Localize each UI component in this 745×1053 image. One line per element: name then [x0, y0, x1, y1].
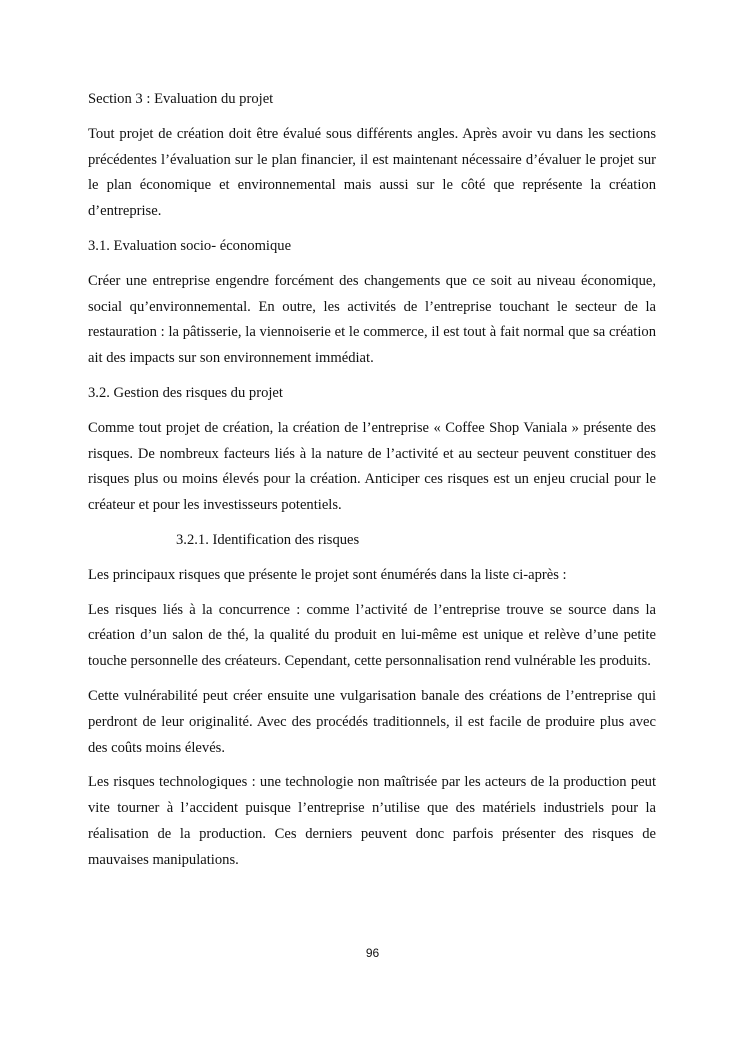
- technology-risk-paragraph: Les risques technologiques : une technologie non maîtrisée par les acteurs de la production peut vite tourner à l’accident puisque l’entreprise n’utilise que des matériels industriels pour la réalisation de la production. Ces derniers peuvent donc parfois présenter des risques de mauvaises manipulations.: [88, 774, 656, 868]
- socio-economic-paragraph: Créer une entreprise engendre forcément des changements que ce soit au niveau économique, social qu’environnemental. En outre, les activités de l’entreprise touchant le secteur de la restauration : la pâtisserie, la viennoiserie et le commerce, il est tout à fait normal que sa création ait des impacts sur son environnement immédiat.: [88, 272, 656, 367]
- subsection-title-risk-management: 3.2. Gestion des risques du projet: [88, 384, 283, 401]
- page-content: [88, 87, 656, 883]
- subsubsection-title-risk-identification: 3.2.1. Identification des risques: [176, 531, 360, 548]
- page-number: 96: [365, 946, 380, 960]
- intro-paragraph: Tout projet de création doit être évalué sous différents angles. Après avoir vu dans les sections précédentes l’évaluation sur le plan financier, il est maintenant nécessaire d’évaluer le projet sur le plan économique et environnemental mais aussi sur le côté que représente la création d’entreprise.: [88, 125, 656, 220]
- section-title: Section 3 : Evaluation du projet: [88, 91, 274, 107]
- subsection-title-evaluation: 3.1. Evaluation socio- économique: [88, 237, 292, 254]
- risks-intro-paragraph: Les principaux risques que présente le projet sont énumérés dans la liste ci-après :: [88, 566, 567, 583]
- risk-management-paragraph: Comme tout projet de création, la création de l’entreprise « Coffee Shop Vaniala » présente des risques. De nombreux facteurs liés à la nature de l’activité et au secteur peuvent constituer des risques plus ou moins élevés pour la création. Anticiper ces risques est un enjeu crucial pour le créateur et pour les investisseurs potentiels.: [88, 419, 656, 514]
- vulnerability-paragraph: Cette vulnérabilité peut créer ensuite une vulgarisation banale des créations de l’entreprise qui perdront de leur originalité. Avec des procédés traditionnels, il est facile de produire plus avec des coûts moins élevés.: [88, 687, 656, 756]
- competition-risk-paragraph: Les risques liés à la concurrence : comme l’activité de l’entreprise trouve se source dans la création d’un salon de thé, la qualité du produit en lui-même est unique et relève d’une petite touche personnelle des créateurs. Cependant, cette personnalisation rend vulnérable les produits.: [88, 601, 656, 670]
